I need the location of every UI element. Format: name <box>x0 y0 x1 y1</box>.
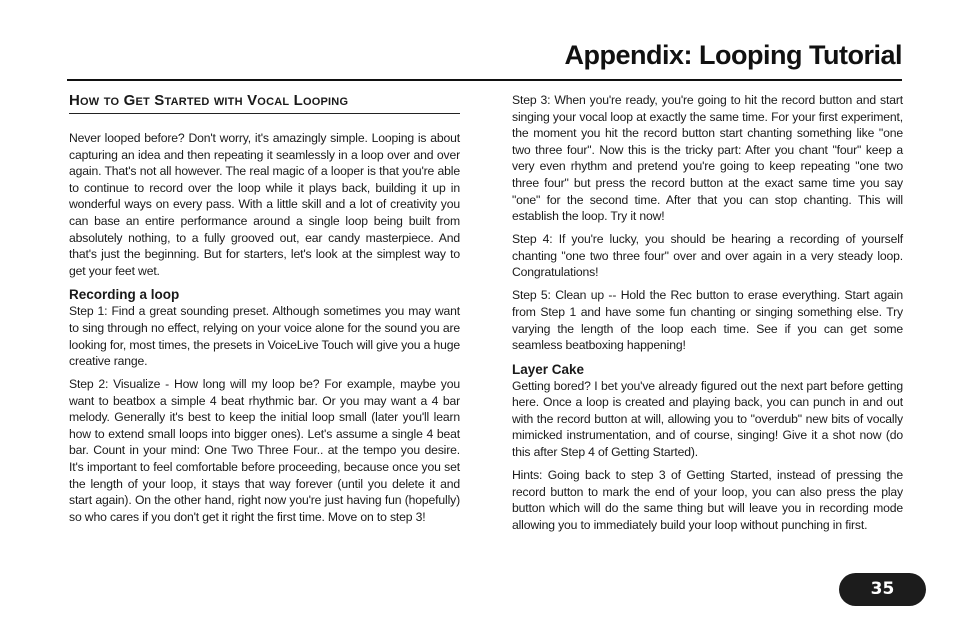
layer-cake-paragraph: Getting bored? I bet you've already figured out the next part before getting here. Once a loop is created and playing back, you can punch in and out with the record button at will, allowing you to "overdub" new bits of vocally mimicked instrumentation, and of course, singing! Give it a shot now (do this after Step 4 of Getting Started). <box>512 378 903 460</box>
step-1-paragraph: Step 1: Find a great sounding preset. Although sometimes you may want to sing through no effect, relying on your voice alone for the sound you are looking for, most times, the presets in VoiceLive Touch will give you a huge creative range. <box>69 304 460 369</box>
hints-paragraph: Hints: Going back to step 3 of Getting Started, instead of pressing the record button to mark the end of your loop, you can also press the play button which will do the same thing but will leave you in recording mode allowing you to immediately build your loop without punching in first. <box>512 468 903 532</box>
recording-loop-heading: Recording a loop <box>69 287 180 303</box>
section-heading-getting-started: How to Get Started with Vocal Looping <box>69 92 460 114</box>
page-title: Appendix: Looping Tutorial <box>564 40 902 70</box>
layer-cake-heading: Layer Cake <box>512 361 585 377</box>
intro-paragraph: Never looped before? Don't worry, it's amazingly simple. Looping is about capturing an idea and then repeating it seamlessly in a loop over and over again. That's not all however. The real magic of a looper is that you're able to continue to record over the loop while it plays back, building it up in wonderful ways on every pass. With a little skill and a lot of creativity you can base an entire performance around a single loop being built from absolutely nothing, to a fully grooved out, ear candy masterpiece. And that's just the beginning. But for starters, let's look at the simplest way to get your feet wet. <box>69 131 460 278</box>
step-2-paragraph: Step 2: Visualize - How long will my loop be? For example, maybe you want to beatbox a simple 4 beat rhythmic bar. Or you may want a 4 bar melody. Generally it's best to keep the initial loop small (later you'll learn how to extend small loops into bigger ones). Let's assume a single 4 beat bar. Count in your mind: One Two Three Four.. at the tempo you desire. It's important to feel comfortable before proceeding, because once you set the length of your loop, it stays that way forever (until you delete it and start again). On the other hand, right now you're just having fun (hopefully) so who cares if you don't get it right the first time. Move on to step 3! <box>69 377 460 524</box>
step-4-paragraph: Step 4: If you're lucky, you should be hearing a recording of yourself chanting "one two three four" over and over again in a very steady loop. Congratulations! <box>512 232 903 280</box>
page-number-badge: 35 <box>839 573 926 606</box>
step-3-paragraph: Step 3: When you're ready, you're going to hit the record button and start singing your vocal loop at exactly the same time. For your first experiment, the moment you hit the record button start chanting something like "one two three four". Now this is the tricky part: After you chant "four" keep a very even rhythm and pretend you're going to keep repeating "one two three four" but press the record button at the exact same time you say "one" for the second time. After that you can stop chanting. This will establish the loop. Try it now! <box>512 93 903 224</box>
right-column <box>512 92 903 540</box>
title-rule <box>67 79 902 81</box>
step-5-paragraph: Step 5: Clean up -- Hold the Rec button to erase everything. Start again from Step 1 and have some fun chanting or singing something else. Try varying the length of the loop each time. See if you can get some seamless beatboxing happening! <box>512 288 903 353</box>
left-column <box>69 92 460 532</box>
